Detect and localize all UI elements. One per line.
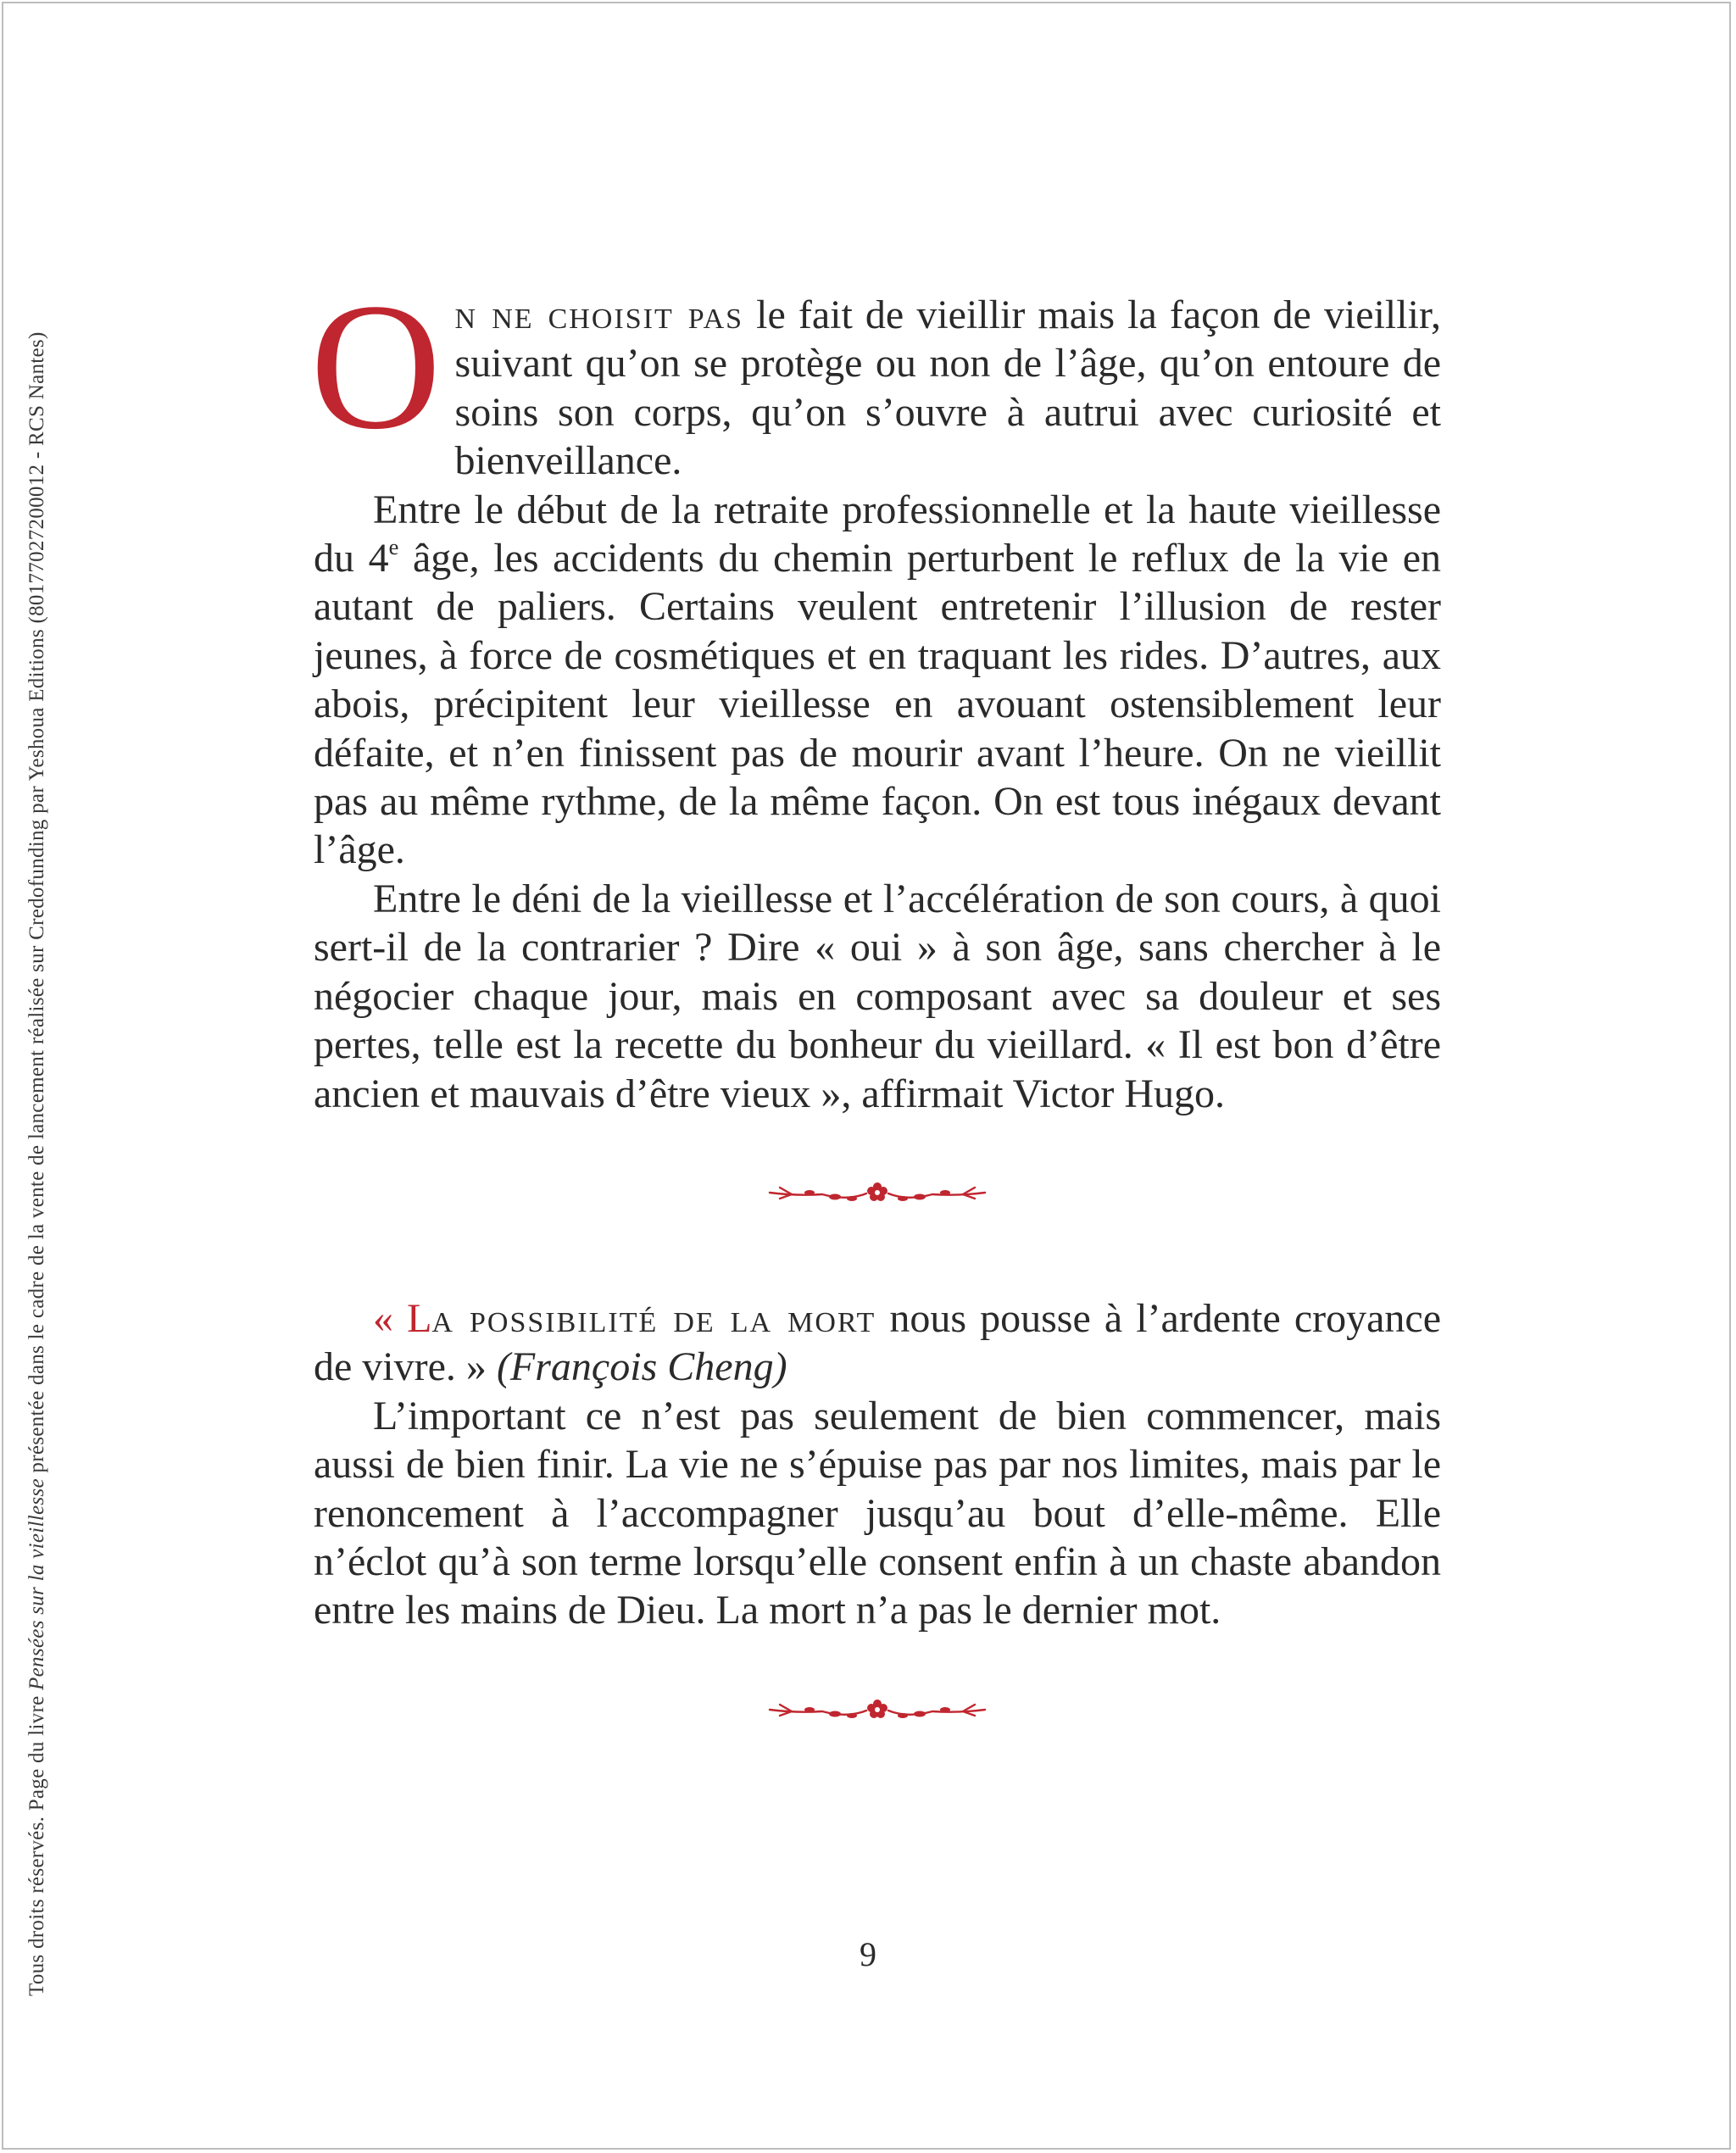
floral-divider-icon	[763, 1176, 992, 1210]
section1-paragraph-1	[310, 266, 1441, 486]
copyright-sidebar	[25, 208, 49, 1996]
ordinal-superscript: e	[388, 534, 399, 560]
section2-paragraph-2: L’important ce n’est pas seulement de bien commencer, mais aussi de bien finir. La vie ne s’épuise pas par nos limites, mais par le renoncement à l’accompagner jusqu’au bout d’elle-même. Elle n’éclot qu’à son terme lorsqu’elle consent enfin à un chaste abandon entre les mains de Dieu. La mort n’a pas le dernier mot.	[314, 1393, 1441, 1633]
quote-lead-smallcaps: a possibilité de la mort	[431, 1295, 876, 1341]
section1-paragraph-2	[314, 486, 1441, 875]
sidebar-text-after: présentée dans le cadre de la vente de lancement réalisée sur Credofunding par Yeshoua Editions (80177027200012 - RCS Nantes)	[25, 331, 48, 1479]
quote-text: nous pousse à l’ardente croyance de vivre. »	[314, 1295, 1442, 1390]
sidebar-book-title: Pensées sur la vieillesse	[25, 1478, 48, 1690]
quote-open-mark: «	[373, 1295, 408, 1341]
section1-paragraph-1-text: le fait de vieillir mais la façon de vieillir, suivant qu’on se protège ou non de l’âge, qu’on entoure de soins son corps, qu’on s’ouvre à autrui avec curiosité et bienveillance.	[454, 292, 1441, 484]
page-number: 9	[860, 1935, 876, 1973]
section1-paragraph-3: Entre le déni de la vieillesse et l’accélération de son cours, à quoi sert-il de la contrarier ? Dire « oui » à son âge, sans chercher à le négocier chaque jour, mais en composant avec sa douleur et ses pertes, telle est la recette du bonheur du vieillard. « Il est bon d’être ancien et mauvais d’être vieux », affirmait Victor Hugo.	[314, 876, 1441, 1116]
quote-lead-letter: L	[407, 1295, 432, 1341]
section2-quote	[314, 1294, 1441, 1392]
drop-cap: O	[310, 266, 442, 467]
section1-lead-smallcaps: n ne choisit pas	[454, 292, 744, 337]
sidebar-text-before: Tous droits réservés. Page du livre	[25, 1689, 48, 1996]
quote-author: (François Cheng)	[496, 1344, 787, 1390]
section1-paragraph-2-a: Entre le début de la retraite professionnelle et la haute vieillesse du 4	[314, 487, 1441, 581]
section1-paragraph-2-b: âge, les accidents du chemin perturbent le reflux de la vie en autant de paliers. Certains veulent entretenir l’illusion de rester jeunes, à force de cosmétiques et en traquant les rides. D’autres, aux abois, précipitent leur vieillesse en avouant ostensiblement leur défaite, et n’en finissent pas de mourir avant l’heure. On ne vieillit pas au même rythme, de la même façon. On est tous inégaux devant l’âge.	[314, 536, 1442, 873]
floral-divider-icon	[763, 1693, 992, 1727]
main-text-column	[310, 266, 1442, 1727]
